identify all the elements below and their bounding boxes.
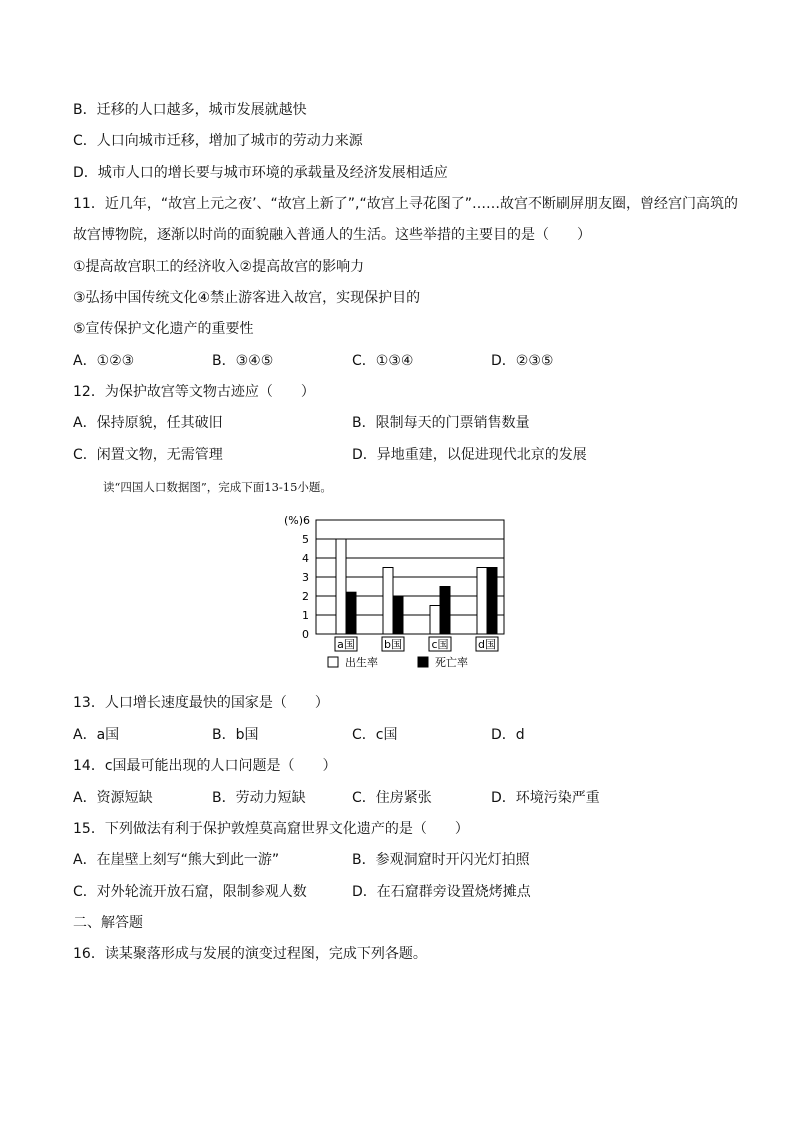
section-heading: 二、解答题 [73,915,143,931]
q11-item-line2: ③弘扬中国传统文化④禁止游客进入故宫，实现保护目的 [73,290,421,306]
q11-item-line3: ⑤宣传保护文化遗产的重要性 [73,321,254,337]
q14-option-b: B．劳动力短缺 [212,790,306,806]
q15-option-b: B．参观洞窟时开闪光灯拍照 [352,852,530,868]
q15-stem: 15．下列做法有利于保护敦煌莫高窟世界文化遗产的是（ ） [73,821,469,837]
q15-option-a: A．在崖壁上刻写“熊大到此一游” [73,852,280,868]
category-label: a国 [337,638,355,651]
y-axis-unit: (%) [284,514,304,527]
q12-option-c: C．闲置文物，无需管理 [73,447,223,463]
q12-stem: 12．为保护故宫等文物古迹应（ ） [73,384,315,400]
legend-label: 死亡率 [435,656,468,669]
legend-swatch [328,657,338,667]
bar-death-rate [393,596,403,634]
q11-stem-line1: 11．近几年，“故宫上元之夜’、“故宫上新了”,“故宫上寻花图了”……故宫不断刷屏朋友圈，曾经宫门高筑的 [73,196,738,212]
bar-birth-rate [336,539,346,634]
chart-intro: 读“四国人口数据图”，完成下面13-15小题。 [103,480,332,494]
y-tick-label: 6 [303,514,310,527]
q14-stem: 14．c国最可能出现的人口问题是（ ） [73,758,337,774]
q14-option-d: D．环境污染严重 [491,790,600,806]
q11-option-c: C．①③④ [352,353,414,369]
q14-option-a: A．资源短缺 [73,790,153,806]
q13-option-a: A．a国 [73,727,120,743]
q14-option-c: C．住房紧张 [352,790,432,806]
q16-stem: 16．读某聚落形成与发展的演变过程图，完成下列各题。 [73,946,427,962]
q11-stem-line2: 故宫博物院，逐渐以时尚的面貌融入普通人的生活。这些举措的主要目的是（ ） [73,227,591,243]
bar-death-rate [487,568,497,635]
q10-option-c: C．人口向城市迁移，增加了城市的劳动力来源 [73,133,363,149]
q12-option-b: B．限制每天的门票销售数量 [352,415,530,431]
q13-option-b: B．b国 [212,727,259,743]
y-tick-label: 4 [302,552,309,565]
bar-birth-rate [383,568,393,635]
q13-option-c: C．c国 [352,727,398,743]
y-tick-label: 1 [302,609,309,622]
q11-option-a: A．①②③ [73,353,135,369]
bar-death-rate [440,587,450,635]
q12-option-d: D．异地重建，以促进现代北京的发展 [352,447,587,463]
q13-option-d: D．d [491,727,525,743]
y-tick-label: 0 [302,628,309,641]
q11-option-d: D．②③⑤ [491,353,554,369]
bar-death-rate [346,592,356,634]
q10-option-d: D．城市人口的增长要与城市环境的承载量及经济发展相适应 [73,165,448,181]
category-label: c国 [431,638,449,651]
q12-option-a: A．保持原貌，任其破旧 [73,415,223,431]
population-bar-chart [270,508,520,678]
category-label: d国 [478,638,496,651]
y-tick-label: 5 [302,533,309,546]
q10-option-b: B．迁移的人口越多，城市发展就越快 [73,102,307,118]
q15-option-d: D．在石窟群旁设置烧烤摊点 [352,884,531,900]
bar-birth-rate [477,568,487,635]
q11-item-line1: ①提高故宫职工的经济收入②提高故宫的影响力 [73,259,365,275]
legend-label: 出生率 [345,656,378,669]
y-tick-label: 3 [302,571,309,584]
q11-option-b: B．③④⑤ [212,353,274,369]
category-label: b国 [384,638,402,651]
q15-option-c: C．对外轮流开放石窟，限制参观人数 [73,884,307,900]
y-tick-label: 2 [302,590,309,603]
bar-birth-rate [430,606,440,635]
legend-swatch [418,657,428,667]
q13-stem: 13．人口增长速度最快的国家是（ ） [73,695,329,711]
